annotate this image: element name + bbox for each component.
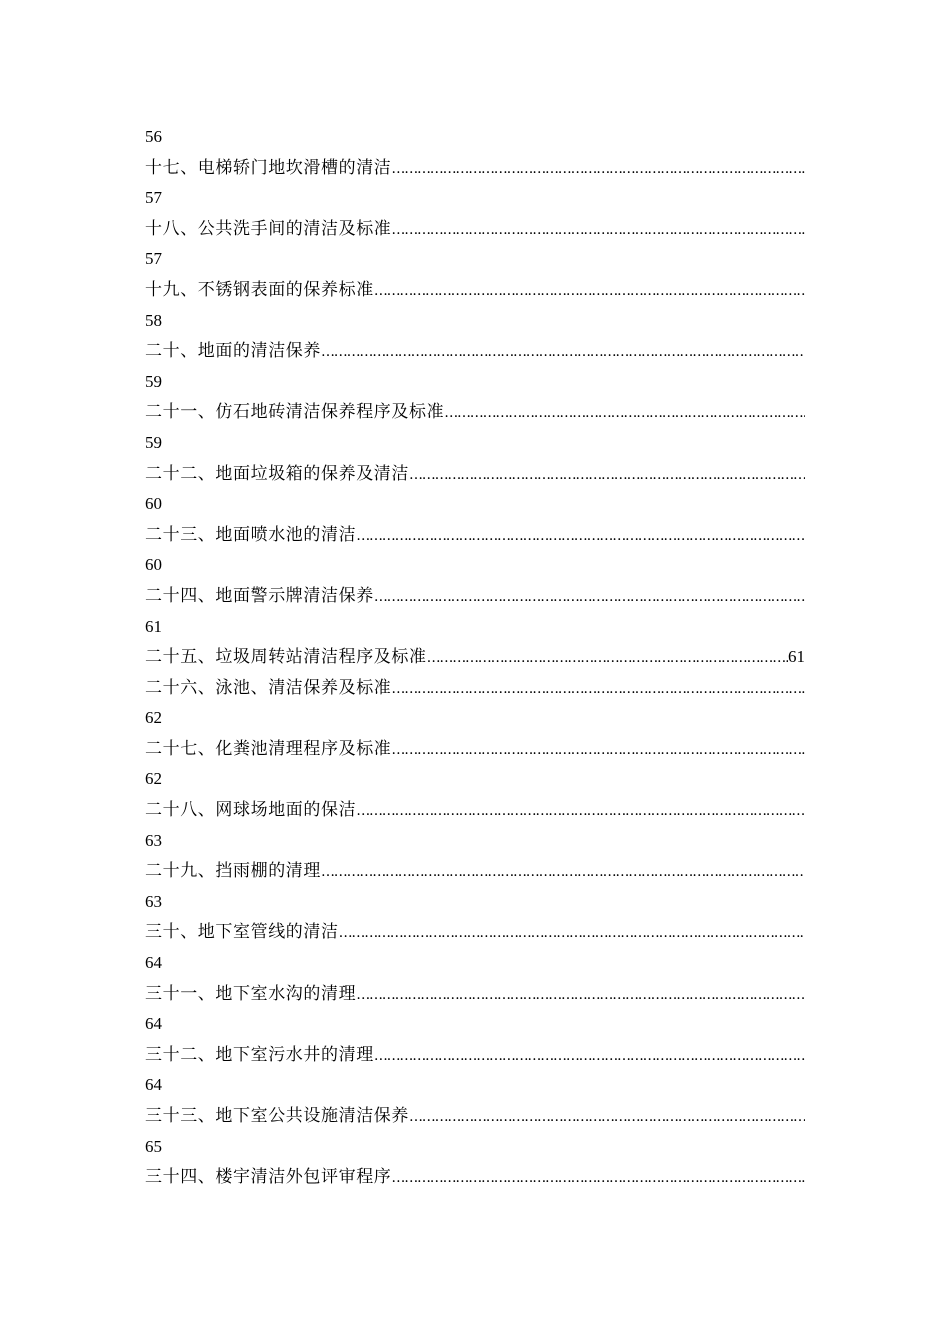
toc-page-number: 58 xyxy=(145,310,162,330)
toc-leader-dots xyxy=(374,276,805,306)
toc-page-number: 64 xyxy=(145,1014,162,1034)
toc-entry-title: 二十六、泳池、清洁保养及标准 xyxy=(145,677,392,698)
toc-entry[interactable] xyxy=(145,642,805,673)
toc-page-number: 62 xyxy=(145,769,162,789)
toc-entry[interactable] xyxy=(145,795,805,826)
toc-leader-dots xyxy=(321,857,805,887)
toc-entry[interactable] xyxy=(145,1101,805,1132)
toc-entry-title: 二十七、化粪池清理程序及标准 xyxy=(145,738,392,759)
toc-page-number: 60 xyxy=(145,555,162,575)
toc-entry-title: 二十一、仿石地砖清洁保养程序及标准 xyxy=(145,402,445,423)
toc-leader-dots xyxy=(391,154,805,184)
toc-leader-dots xyxy=(356,521,805,551)
toc-entry[interactable] xyxy=(145,397,805,428)
toc-entry-title: 三十、地下室管线的清洁 xyxy=(145,922,339,943)
toc-leader-dots xyxy=(391,735,805,765)
toc-page-number: 63 xyxy=(145,891,162,911)
toc-page-number: 57 xyxy=(145,188,162,208)
toc-leader-dots xyxy=(391,1163,805,1193)
toc-entry[interactable] xyxy=(145,1040,805,1071)
toc-entry-title: 二十二、地面垃圾箱的保养及清洁 xyxy=(145,463,409,484)
toc-page-number: 63 xyxy=(145,830,162,850)
toc-entry-title: 二十八、网球场地面的保洁 xyxy=(145,800,357,821)
toc-entry[interactable] xyxy=(145,673,805,704)
toc-leader-dots xyxy=(321,337,805,367)
toc-leader-dots xyxy=(356,796,805,826)
toc-entry[interactable] xyxy=(145,214,805,245)
toc-entry[interactable] xyxy=(145,153,805,184)
toc-leader-dots xyxy=(374,582,805,612)
toc-leader-dots xyxy=(409,460,805,490)
toc-leader-dots xyxy=(356,980,805,1010)
toc-entry[interactable] xyxy=(145,275,805,306)
toc-page-number: 60 xyxy=(145,494,162,514)
toc-page-number: 62 xyxy=(145,708,162,728)
toc-entry-title: 十八、公共洗手间的清洁及标准 xyxy=(145,218,392,239)
toc-entry-title: 二十三、地面喷水池的清洁 xyxy=(145,524,357,545)
toc-page-number: 61 xyxy=(145,616,162,636)
toc-leader-dots xyxy=(409,1102,805,1132)
table-of-contents xyxy=(145,122,805,1193)
toc-entry[interactable] xyxy=(145,734,805,765)
toc-entry[interactable] xyxy=(145,917,805,948)
toc-page-number: 59 xyxy=(145,371,162,391)
toc-leader-dots xyxy=(339,918,805,948)
toc-entry[interactable] xyxy=(145,520,805,551)
toc-page-number: 65 xyxy=(145,1136,162,1156)
toc-entry-title: 二十四、地面警示牌清洁保养 xyxy=(145,585,374,606)
toc-entry-title: 三十三、地下室公共设施清洁保养 xyxy=(145,1106,409,1126)
toc-entry[interactable] xyxy=(145,581,805,612)
toc-entry-title: 十九、不锈钢表面的保养标准 xyxy=(145,279,374,300)
toc-leader-dots xyxy=(391,674,805,704)
toc-entry-title: 三十一、地下室水沟的清理 xyxy=(145,983,357,1004)
toc-entry[interactable] xyxy=(145,459,805,490)
toc-page-number: 64 xyxy=(145,953,162,973)
toc-entry-title: 三十二、地下室污水井的清理 xyxy=(145,1044,374,1065)
toc-page-number: 57 xyxy=(145,249,162,269)
toc-entry-page: 61 xyxy=(788,647,805,667)
toc-entry[interactable] xyxy=(145,1162,805,1193)
toc-leader-dots xyxy=(427,643,788,673)
toc-entry[interactable] xyxy=(145,336,805,367)
toc-leader-dots xyxy=(444,398,805,428)
toc-entry-title: 二十、地面的清洁保养 xyxy=(145,341,321,362)
toc-entry-title: 十七、电梯轿门地坎滑槽的清洁 xyxy=(145,157,392,178)
toc-entry[interactable] xyxy=(145,856,805,887)
toc-entry-title: 三十四、楼宇清洁外包评审程序 xyxy=(145,1167,392,1188)
toc-entry-title: 二十九、挡雨棚的清理 xyxy=(145,861,321,882)
toc-entry-title: 二十五、垃圾周转站清洁程序及标准 xyxy=(145,647,427,668)
toc-leader-dots xyxy=(391,215,805,245)
toc-page-number: 56 xyxy=(145,127,162,146)
toc-entry[interactable] xyxy=(145,979,805,1010)
toc-leader-dots xyxy=(374,1041,805,1071)
toc-page-number: 59 xyxy=(145,432,162,452)
toc-page-number: 64 xyxy=(145,1075,162,1095)
